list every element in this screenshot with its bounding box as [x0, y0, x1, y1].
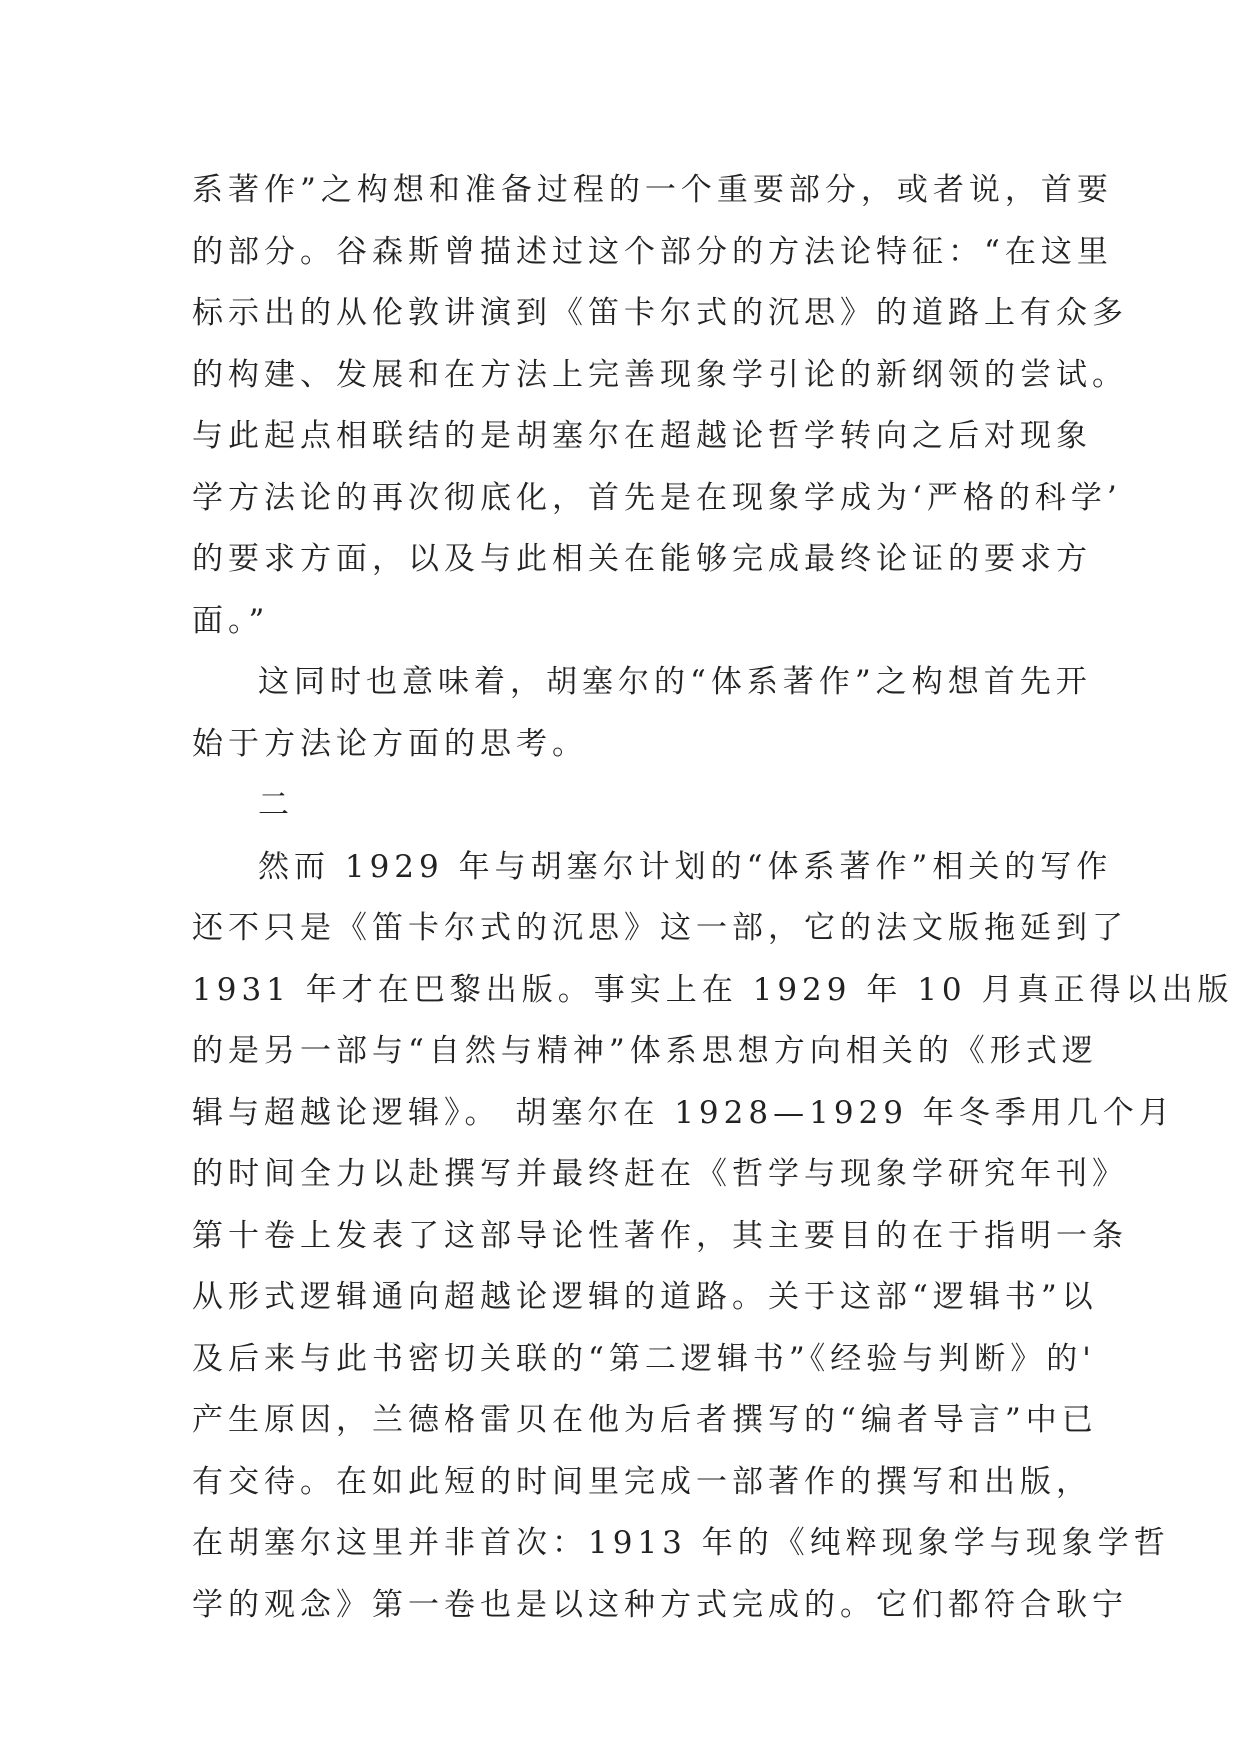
text-line: 始于方法论方面的思考。: [192, 725, 588, 762]
text-line: 从形式逻辑通向超越论逻辑的道路。关于这部“逻辑书”以: [192, 1279, 1098, 1315]
text-line: 标示出的从伦敦讲演到《笛卡尔式的沉思》的道路上有众多: [192, 295, 1128, 331]
text-line: 的构建、发展和在方法上完善现象学引论的新纲领的尝试。: [192, 356, 1128, 393]
text-line: 与此起点相联结的是胡塞尔在超越论哲学转向之后对现象: [192, 418, 1092, 454]
text-line: 学方法论的再次彻底化，首先是在现象学成为‘严格的科学’: [192, 479, 1122, 516]
text-line: 系著作”之构想和准备过程的一个重要部分，或者说，首要: [192, 172, 1113, 208]
text-line: 及后来与此书密切关联的“第二逻辑书”《经验与判断》的': [192, 1340, 1096, 1377]
text-line: 1931 年才在巴黎出版。事实上在 1929 年 10 月真正得以出版: [192, 971, 1234, 1008]
text-line: 的要求方面，以及与此相关在能够完成最终论证的要求方: [192, 541, 1092, 577]
text-line: 的时间全力以赴撰写并最终赶在《哲学与现象学研究年刊》: [192, 1156, 1128, 1192]
text-line: 第十卷上发表了这部导论性著作，其主要目的在于指明一条: [192, 1217, 1128, 1254]
body-text: [192, 160, 1234, 1636]
text-line: 有交待。在如此短的时间里完成一部著作的撰写和出版，: [192, 1463, 1092, 1500]
text-line: 的是另一部与“自然与精神”体系思想方向相关的《形式逻: [192, 1033, 1098, 1069]
text-line: 还不只是《笛卡尔式的沉思》这一部，它的法文版拖延到了: [192, 910, 1128, 946]
text-line: 在胡塞尔这里并非首次：1913 年的《纯粹现象学与现象学哲: [192, 1525, 1170, 1561]
text-line: 学的观念》第一卷也是以这种方式完成的。它们都符合耿宁: [192, 1586, 1128, 1623]
text-line: 辑与超越论逻辑》。 胡塞尔在 1928—1929 年冬季用几个月: [192, 1094, 1175, 1131]
text-line: 的部分。谷森斯曾描述过这个部分的方法论特征：“在这里: [192, 233, 1113, 270]
text-line: 面。”: [192, 602, 270, 639]
text-line: 产生原因，兰德格雷贝在他为后者撰写的“编者导言”中已: [192, 1402, 1098, 1438]
section-heading: 二: [258, 787, 294, 823]
paragraph-first-line: 然而 1929 年与胡塞尔计划的“体系著作”相关的写作: [258, 848, 1113, 885]
paragraph-first-line: 这同时也意味着，胡塞尔的“体系著作”之构想首先开: [258, 664, 1092, 700]
